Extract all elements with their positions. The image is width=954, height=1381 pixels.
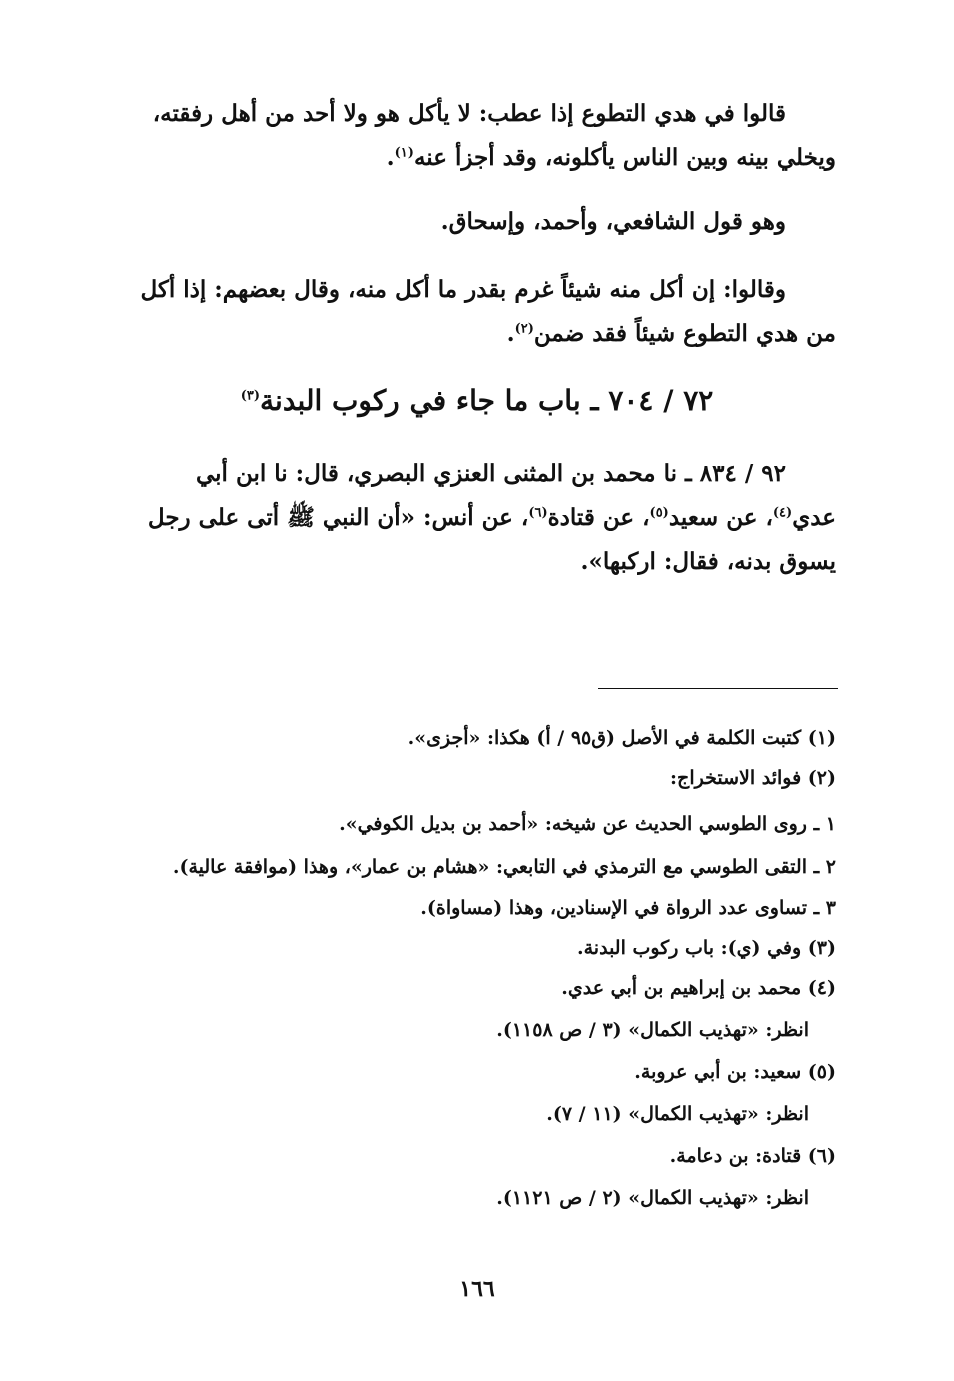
hadith-line: يسوق بدنه، فقال: اركبها».: [580, 548, 836, 575]
footnote-5: (٥) سعيد: بن أبي عروبة.: [634, 1061, 836, 1083]
footnote-2-item-1: ١ ـ روى الطوسي الحديث عن شيخه: «أحمد بن بديل الكوفي».: [339, 813, 836, 835]
line-text: ويخلي بينه وبين الناس يأكلونه، وقد أجزأ عنه: [413, 144, 836, 171]
paragraph-line: وقالوا: إن أكل منه شيئاً غرم بقدر ما أكل منه، وقال بعضهم: إذا أكل: [140, 276, 786, 303]
paragraph-2: [116, 200, 836, 244]
footnote-6: (٦) قتادة: بن دعامة.: [669, 1145, 836, 1167]
line-text: ، عن قتادة: [547, 504, 650, 531]
paragraph-line: قالوا في هدي التطوع إذا عطب: لا يأكل هو ولا أحد من أهل رفقته،: [152, 100, 786, 127]
footnote-ref-1: (١): [394, 145, 414, 161]
paragraph-line: وهو قول الشافعي، وأحمد، وإسحاق.: [440, 208, 786, 235]
chapter-heading: [0, 384, 954, 417]
footnote-4-reference: انظر: «تهذيب الكمال» (٣ / ص ١١٥٨).: [496, 1019, 809, 1041]
line-end: .: [506, 320, 515, 347]
footnote-5-reference: انظر: «تهذيب الكمال» (١١ / ٧).: [546, 1103, 809, 1125]
chapter-heading-text: ٧٢ / ٧٠٤ ـ باب ما جاء في ركوب البدنة: [260, 384, 714, 417]
footnote-ref-5: (٥): [649, 505, 669, 521]
hadith-line: ٩٢ / ٨٣٤ ـ نا محمد بن المثنى العنزي البصري، قال: نا ابن أبي: [195, 460, 786, 487]
paragraph-3: [116, 268, 836, 356]
hadith-line: [116, 496, 836, 540]
paragraph-1: [116, 92, 836, 180]
footnote-2-item-2: ٢ ـ التقى الطوسي مع الترمذي في التابعي: «هشام بن عمار»، وهذا (موافقة عالية).: [172, 856, 836, 878]
footnote-4: (٤) محمد بن إبراهيم بن أبي عدي.: [561, 977, 836, 999]
footnote-divider: [598, 688, 838, 689]
hadith-paragraph: [116, 452, 836, 584]
footnote-2-item-3: ٣ ـ تساوى عدد الرواة في الإسنادين، وهذا (مساواة).: [420, 897, 836, 919]
footnote-2: (٢) فوائد الاستخراج:: [670, 767, 836, 789]
line-end: .: [386, 144, 395, 171]
line-text: عدي: [792, 504, 836, 531]
page-number: ١٦٦: [459, 1276, 495, 1302]
paragraph-line: [116, 136, 836, 180]
footnote-ref-6: (٦): [528, 505, 548, 521]
footnote-3: (٣) وفي (ي): باب ركوب البدنة.: [577, 937, 836, 959]
footnote-ref-3: (٣): [240, 388, 261, 404]
line-text: ، عن سعيد: [668, 504, 773, 531]
footnote-ref-4: (٤): [772, 505, 793, 521]
footnote-ref-2: (٢): [514, 321, 534, 337]
footnote-1: (١) كتبت الكلمة في الأصل (ق٩٥ / أ) هكذا: «أجزى».: [407, 727, 836, 749]
line-text: ، عن أنس: «أن النبي ﷺ أتى على رجل: [147, 504, 529, 531]
line-text: من هدي التطوع شيئاً فقد ضمن: [533, 320, 836, 347]
footnote-6-reference: انظر: «تهذيب الكمال» (٢ / ص ١١٢١).: [496, 1187, 809, 1209]
paragraph-line: [116, 312, 836, 356]
